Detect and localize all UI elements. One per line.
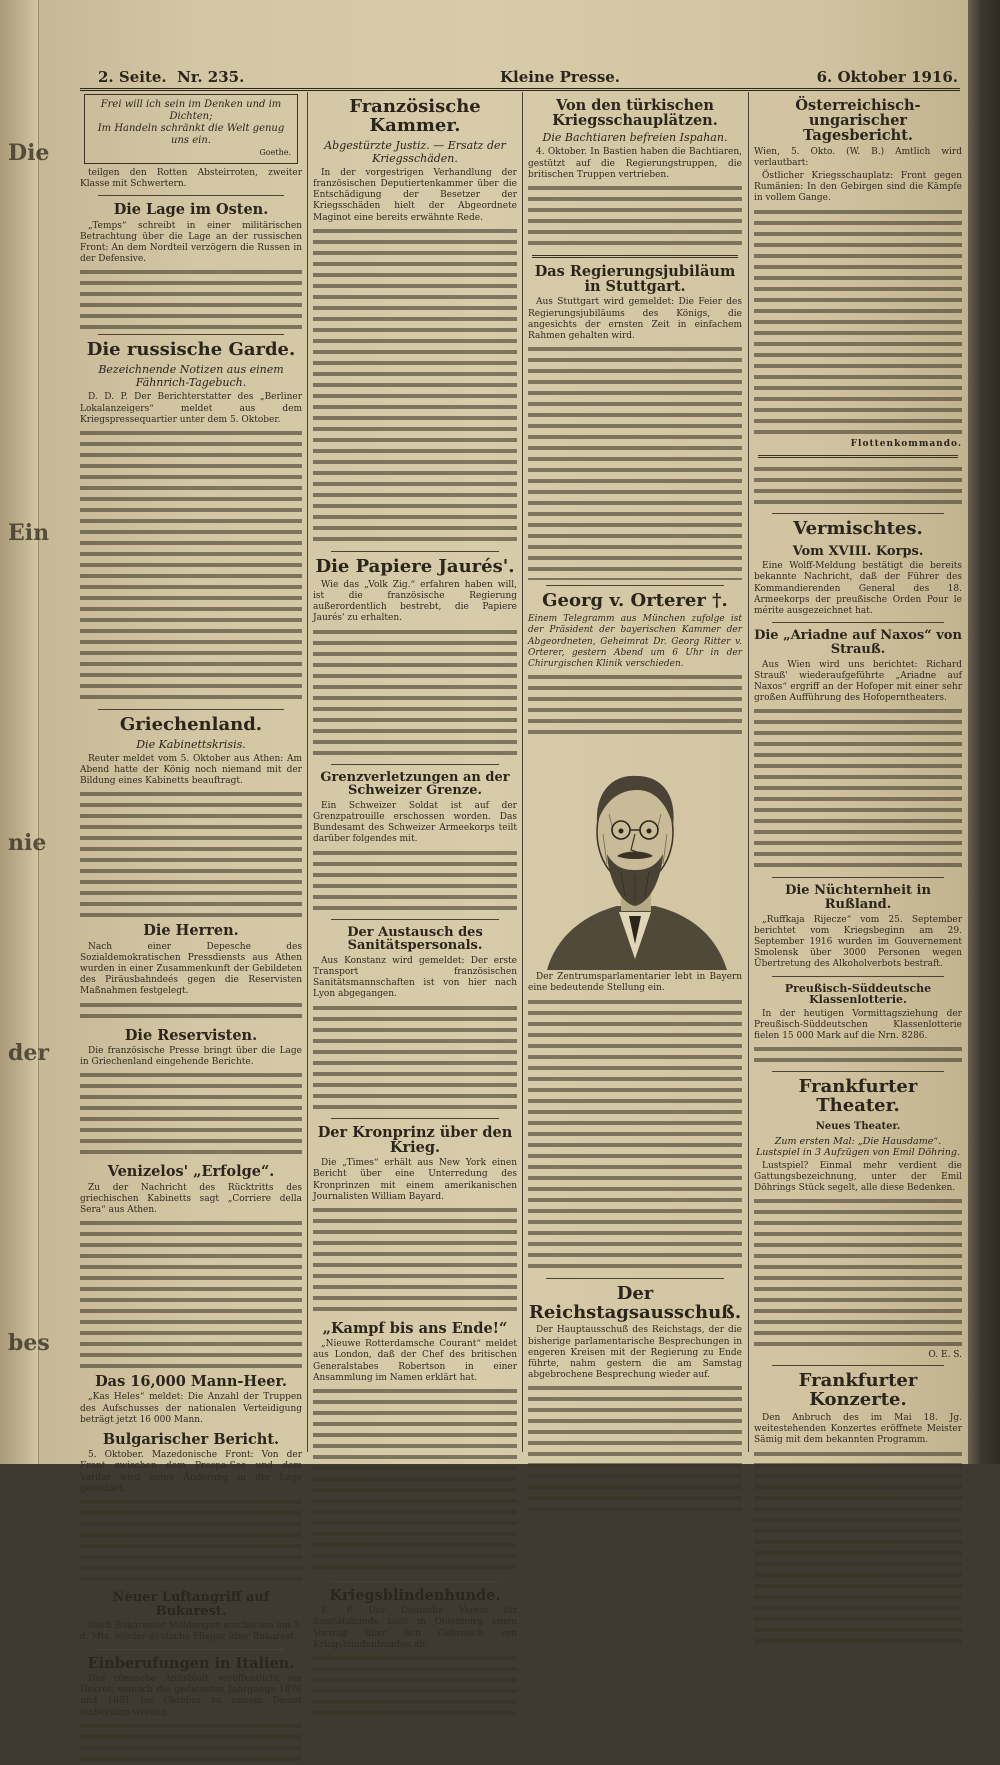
separator [772, 1365, 944, 1366]
konzerte-text: Den Anbruch des im Mai 18. Jg. weitestehenden Konzertes eröffnete Meister Sämig mit dem bekannten Programm. [754, 1412, 962, 1446]
reichstag-text: Der Hauptausschuß des Reichstags, der die bisherige parlamentarische Besprechungen in engeren Kreisen mit der Regierung zu Ende führte, nahm gestern die am Samstag abgebrochene Besprechung wieder auf. [528, 1325, 742, 1381]
griechenland-title: Griechenland. [119, 713, 263, 735]
article-text-lines [80, 1721, 302, 1765]
column-3 [528, 92, 742, 1460]
papiere-text: Wie das „Volk Zig.“ erfahren haben will, ist die französische Regierung außerordentlich bestrebt, die Papiere Jaurés' zu erhalten. [313, 579, 517, 624]
reservisten-text: Die französische Presse bringt über die Lage in Griechenland eingehende Berichte. [80, 1045, 302, 1068]
issue-number: Nr. 235. [177, 68, 245, 86]
orterer-text: Der Zentrumsparlamentarier lebt in Bayern eine bedeutende Stellung ein. [528, 972, 742, 994]
article-text-lines [313, 1386, 517, 1576]
separator [772, 622, 944, 623]
bulgar-text: 5. Oktober. Mazedonische Front: Von der Front zwischen dem Prespa-See und dem Vardar wird keine Änderung in der Lage gemeldet. [80, 1450, 302, 1494]
article-text-lines [80, 1497, 302, 1585]
quote-box [84, 94, 298, 164]
separator [532, 255, 738, 258]
separator [772, 877, 944, 878]
separator [758, 455, 958, 458]
column-rule [522, 92, 523, 1452]
kampf-ende-title: „Kampf bis ans Ende!“ [322, 1319, 508, 1337]
austausch-text: Aus Konstanz wird gemeldet: Der erste Transport französischen Sanitätsmannschaften ist von hier nach Lyon abgegangen. [313, 955, 517, 1000]
blinden-title: Kriegsblindenhunde. [329, 1586, 501, 1604]
article-text-lines [754, 1449, 962, 1649]
page-header [80, 64, 960, 91]
column-rule [307, 92, 308, 1452]
article-text-lines [313, 848, 517, 914]
vermischtes-text: Eine Wolff-Meldung bestätigt die bereits bekannte Nachricht, daß der Führer des Kommandierenden General des 18. Armeekorps der preußische Orden Pour le mérite ausgezeichnet hat. [754, 561, 962, 617]
kronprinz-text: Die „Times“ erhält aus New York einen Bericht über eine Unterredung des Kronprinzen mit einem amerikanischen Journalisten William Bayard. [313, 1158, 517, 1202]
kronprinz-title: Der Kronprinz über den Krieg. [317, 1123, 513, 1156]
bulgar-title: Bulgarischer Bericht. [102, 1430, 280, 1448]
article-text-lines [313, 1205, 517, 1315]
orterer-title: Georg v. Orterer †. [542, 590, 728, 612]
separator [98, 334, 284, 335]
page-edge-shadow [968, 0, 1000, 1464]
page-number: 2. Seite. [98, 68, 167, 86]
intro-text: teilgen den Rotten Absteirroten, zweiter Klasse mit Schwertern. [80, 168, 302, 190]
separator [331, 919, 499, 920]
column-rule [748, 92, 749, 1452]
herren-title: Die Herren. [143, 922, 239, 940]
separator [331, 1581, 499, 1582]
jubilaeum-text: Aus Stuttgart wird gemeldet: Die Feier des Regierungsjubiläums des Königs, die angesichts der ernsten Zeit in einfachem Rahmen gehalten wird. [528, 297, 742, 342]
article-text-lines [528, 672, 742, 738]
article-text-lines [80, 789, 302, 917]
article-text-lines [528, 183, 742, 249]
spine-letter: nie [8, 830, 47, 856]
article-text-lines [528, 344, 742, 580]
quote-line: Frei will ich sein im Denken und im Dichten; [100, 99, 282, 122]
issue-date: 6. Oktober 1916. [816, 68, 958, 86]
spine-letter: Die [8, 140, 50, 166]
nuechternheit-title: Die Nüchternheit in Rußland. [785, 883, 931, 912]
spine-letter: Ein [8, 520, 50, 546]
article-text-lines [754, 1196, 962, 1350]
lage-osten-text: „Temps“ schreibt in einer militärischen Betrachtung über die Lage an der russischen Front: An dem Nordteil verzögern die Russen in der Defensive. [80, 220, 302, 265]
article-text-lines [754, 464, 962, 508]
reservisten-title: Die Reservisten. [124, 1026, 258, 1044]
article-text-lines [313, 627, 517, 759]
griechenland-subtitle: Die Kabinettskrisis. [136, 737, 246, 751]
jubilaeum-title: Das Regierungsjubiläum in Stuttgart. [534, 263, 736, 296]
ariadne-text: Aus Wien wird uns berichtet: Richard Strauß' wiederaufgeführte „Ariadne auf Naxos“ ergriff an der Hofoper mit einer sehr großen Aufführung des Hofoperntheaters. [754, 659, 962, 704]
mann-heer-title: Das 16,000 Mann-Heer. [95, 1373, 287, 1391]
separator [98, 709, 284, 710]
tuerkei-subtitle: Die Bachtiaren befreien Ispahan. [542, 131, 728, 145]
reichstag-title: Der Reichstagsausschuß. [528, 1282, 742, 1323]
page-number-issue [98, 68, 244, 86]
quote-author: Goethe. [259, 148, 291, 157]
separator [546, 1278, 724, 1279]
tuerkei-text: 4. Oktober. In Bastien haben die Bachtiaren, gestützt auf die Regierungstruppen, die britischen Truppen vertrieben. [528, 147, 742, 180]
garde-title: Die russische Garde. [86, 339, 296, 361]
lotterie-title: Preußisch-Süddeutsche Klassenlotterie. [784, 981, 932, 1007]
article-text-lines [313, 226, 517, 546]
lotterie-text: In der heutigen Vormittagsziehung der Preußisch-Süddeutschen Klassenlotterie fielen 15 000 Mark auf die Nrn. 8286. [754, 1008, 962, 1042]
article-text-lines [80, 1000, 302, 1022]
bukarest-title: Neuer Luftangriff auf Bukarest. [112, 1589, 270, 1619]
grenz-text: Ein Schweizer Soldat ist auf der Grenzpatrouille erschossen worden. Das Bundesamt des Schweizer Armeekorps teilt darüber folgendes mit. [313, 800, 517, 845]
article-text-lines [80, 1070, 302, 1158]
theater-signature: O. E. S. [928, 1350, 962, 1361]
bericht-title: Österreichisch-ungarischer Tagesbericht. [795, 97, 921, 145]
herren-text: Nach einer Depesche des Sozialdemokratischen Pressdiensts aus Athen wurden in einer Zusammenkunft der Gebildeten des Piräusbahndeés gegen die Reservisten Maßnahmen festgelegt. [80, 941, 302, 997]
article-text-lines [528, 1383, 742, 1515]
article-text-lines [754, 1044, 962, 1066]
separator [546, 585, 724, 586]
column-2 [313, 92, 517, 1650]
separator [331, 764, 499, 765]
venizelos-title: Venizelos' „Erfolge“. [107, 1163, 275, 1181]
vermischtes-title: Vermischtes. [793, 517, 923, 539]
article-text-lines [80, 428, 302, 704]
quote-line: Im Handeln schränkt die Welt genug uns ein. [97, 123, 285, 146]
konzerte-title: Frankfurter Konzerte. [798, 1370, 918, 1411]
separator [772, 976, 944, 977]
italien-text: Das römische Amtsblatt veröffentlicht ein Dekret, wonach die gediensten Jahrgänge 1876 und 1881 bis Oktober zu neuem Dienst einberufen werden. [80, 1673, 302, 1718]
separator [331, 1118, 499, 1119]
bericht-dateline: Wien, 5. Okto. (W. B.) Amtlich wird verlautbart: [754, 146, 962, 168]
orterer-portrait-engraving [537, 744, 733, 970]
grenz-title: Grenzverletzungen an der Schweizer Grenze. [320, 769, 510, 799]
ariadne-title: Die „Ariadne auf Naxos“ von Strauß. [754, 628, 962, 657]
italien-title: Einberufungen in Italien. [87, 1654, 295, 1672]
paper-name: Kleine Presse. [500, 68, 621, 86]
theater-title: Frankfurter Theater. [798, 1076, 918, 1117]
kammer-subtitle: Abgestürzte Justiz. — Ersatz der Kriegsschäden. [324, 138, 506, 165]
separator [98, 195, 284, 196]
orterer-intro: Einem Telegramm aus München zufolge ist der Präsident der bayerischen Kammer der Abgeordneten, Geheimrat Dr. Georg Ritter v. Orterer, gestern Abend um 6 Uhr in der Chirurgischen Klinik verschieden. [528, 614, 742, 669]
theater-sub2: Zum ersten Mal: „Die Hausdame“. Lustspiel in 3 Aufzügen von Emil Döhring. [755, 1135, 960, 1158]
mann-heer-text: „Kas Heles“ meldet: Die Anzahl der Truppen des Aufschusses der nationalen Verteidigung beträgt jetzt 16 000 Mann. [80, 1392, 302, 1425]
spine-letter: der [8, 1040, 49, 1066]
column-4 [754, 92, 962, 1460]
austausch-title: Der Austausch des Sanitätspersonals. [347, 924, 483, 954]
nuechternheit-text: „Ruffkaja Rijecze“ vom 25. September berichtet vom Kriegsbeginn am 29. September 1916 wurden im Gouvernement Smolensk über 3000 Personen wegen Übertretung des Alkoholverbots bestraft. [754, 914, 962, 970]
bukarest-text: Nach Bukarester Meldungen erschienen am 3. d. Mts. wieder deutsche Flieger über Bukarest. [80, 1621, 302, 1643]
article-text-lines [754, 706, 962, 872]
venizelos-text: Zu der Nachricht des Rücktritts des griechischen Kabinetts sagt „Corriere della Sera“ aus Athen. [80, 1182, 302, 1215]
article-text-lines [80, 1218, 302, 1368]
garde-text: D. D. P. Der Berichterstatter des „Berliner Lokalanzeigers“ meldet aus dem Kriegspressequartier unter dem 5. Oktober. [80, 392, 302, 425]
vermischtes-subtitle: Vom XVIII. Korps. [792, 543, 924, 559]
article-text-lines [754, 207, 962, 439]
griechenland-text: Reuter meldet vom 5. Oktober aus Athen: Am Abend hatte der König noch niemand mit der Bildung eines Kabinetts beauftragt. [80, 753, 302, 787]
theater-subtitle: Neues Theater. [815, 1121, 901, 1133]
separator [98, 1649, 284, 1650]
papiere-title: Die Papiere Jaurés'. [315, 555, 515, 577]
bericht-signoff: Flottenkommando. [850, 438, 962, 449]
blinden-text: K. P. Der Deutsche Verein für Sanitätshunde hielt in Oldenburg einen Vortrag über den Gebrauch von Kriegsblindenhunden ab. [313, 1606, 517, 1650]
article-text-lines [528, 997, 742, 1273]
bericht-text: Östlicher Kriegsschauplatz: Front gegen Rumänien: In den Gebirgen sind die Kämpfe in vollem Gange. [754, 171, 962, 204]
theater-text: Lustspiel? Einmal mehr verdient die Gattungsbezeichnung, unter der Emil Döhrings Stück segelt, alle diese Bedenken. [754, 1160, 962, 1193]
article-text-lines [313, 1003, 517, 1113]
tuerkei-title: Von den türkischen Kriegsschauplätzen. [552, 97, 718, 130]
binding-strip [0, 0, 50, 1464]
article-text-lines [313, 1653, 517, 1719]
kammer-text: In der vorgestrigen Verhandlung der französischen Deputiertenkammer über die Entschädigung der Besetzer der Kriegsschäden hielt der Abgeordnete Maginot eine bereits erwähnte Rede. [313, 167, 517, 223]
column-1 [80, 92, 302, 1718]
spine-letter: bes [8, 1330, 50, 1356]
kampf-ende-text: „Nieuwe Rotterdamsche Courant“ meldet aus London, daß der Chef des britischen Generalstabes Robertson in einer Ansammlung im Namen erklärt hat. [313, 1339, 517, 1383]
kammer-title: Französische Kammer. [349, 96, 481, 136]
article-text-lines [80, 267, 302, 329]
separator [772, 513, 944, 514]
lage-osten-title: Die Lage im Osten. [113, 201, 269, 219]
separator [331, 551, 499, 552]
separator [772, 1071, 944, 1072]
garde-subtitle: Bezeichnende Notizen aus einem Fähnrich-Tagebuch. [98, 363, 284, 390]
